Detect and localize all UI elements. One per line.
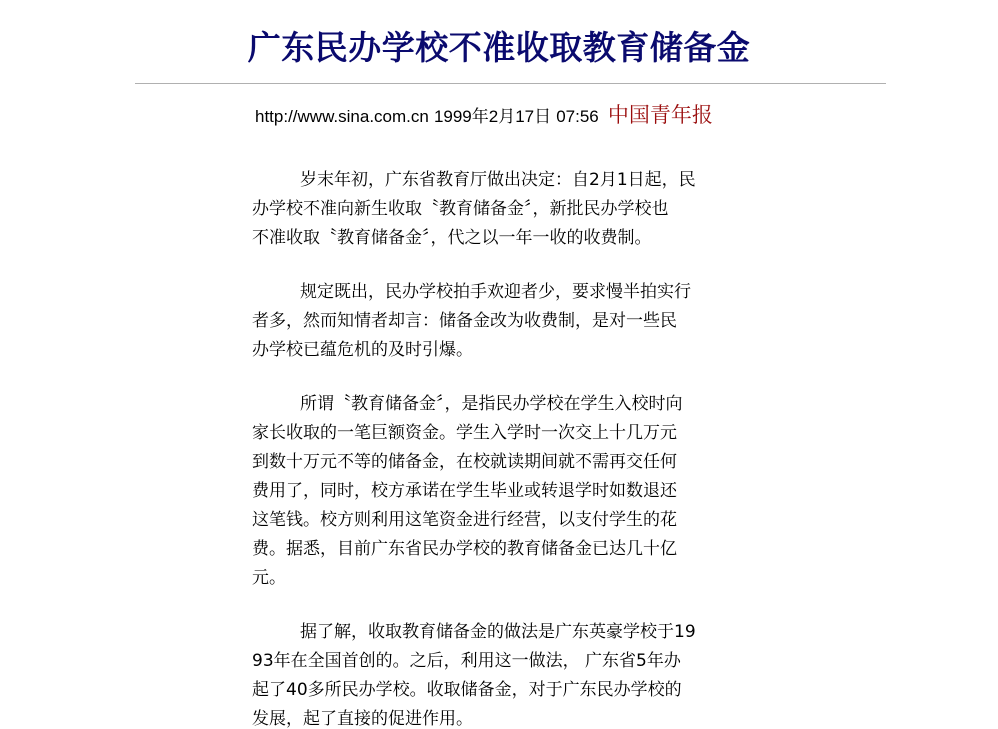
paragraph-line: 不准收取〝教育储备金〞，代之以一年一收的收费制。 [252, 228, 652, 248]
paragraph-line: 93年在全国首创的。之后，利用这一做法， 广东省5年办 [252, 651, 681, 671]
paragraph-line: 规定既出，民办学校拍手欢迎者少，要求慢半拍实行 [300, 282, 691, 302]
article-title: 广东民办学校不准收取教育储备金 [247, 28, 751, 67]
paragraph-line: 据了解，收取教育储备金的做法是广东英豪学校于19 [300, 622, 696, 642]
byline [255, 100, 713, 132]
paragraph-line: 费用了，同时，校方承诺在学生毕业或转退学时如数退还 [252, 481, 677, 501]
paragraph-4 [252, 618, 752, 729]
paragraph-line: 办学校已蕴危机的及时引爆。 [252, 340, 473, 360]
byline-date: 1999年2月17日 [433, 107, 552, 126]
paragraph-1 [252, 166, 752, 253]
paragraph-line: 起了40多所民办学校。收取储备金，对于广东民办学校的 [252, 680, 682, 700]
byline-url: http://www.sina.com.cn [255, 107, 429, 126]
title-divider [135, 83, 886, 84]
byline-source: 中国青年报 [607, 103, 713, 127]
paragraph-2 [252, 278, 752, 365]
paragraph-line: 岁末年初，广东省教育厅做出决定：自2月1日起，民 [300, 170, 696, 190]
paragraph-3 [252, 390, 752, 593]
paragraph-line: 发展，起了直接的促进作用。 [252, 709, 473, 729]
paragraph-line: 家长收取的一笔巨额资金。学生入学时一次交上十几万元 [252, 423, 677, 443]
byline-time: 07:56 [556, 107, 599, 126]
paragraph-line: 所谓〝教育储备金〞，是指民办学校在学生入校时向 [300, 394, 683, 414]
article-body [252, 166, 752, 729]
paragraph-line: 这笔钱。校方则利用这笔资金进行经营，以支付学生的花 [252, 510, 677, 530]
paragraph-line: 到数十万元不等的储备金，在校就读期间就不需再交任何 [252, 452, 677, 472]
paragraph-line: 办学校不准向新生收取〝教育储备金〞，新批民办学校也 [252, 199, 669, 219]
paragraph-line: 者多，然而知情者却言：储备金改为收费制，是对一些民 [252, 311, 677, 331]
paragraph-line: 元。 [252, 568, 286, 588]
paragraph-line: 费。据悉，目前广东省民办学校的教育储备金已达几十亿 [252, 539, 677, 559]
